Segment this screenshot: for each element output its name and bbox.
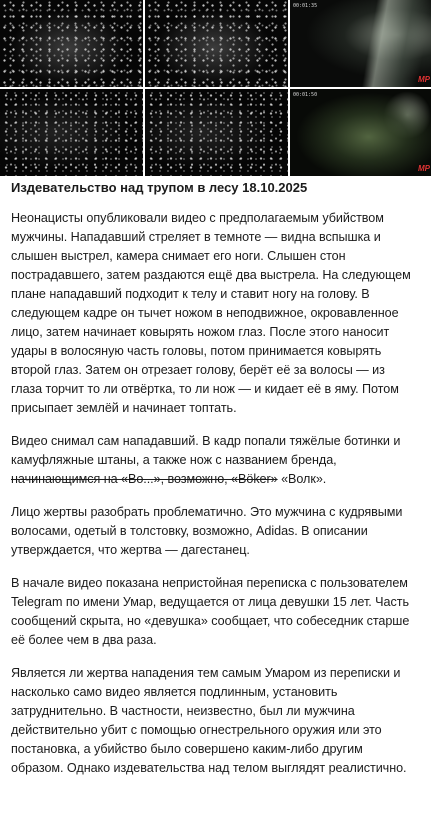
paragraph-1: Неонацисты опубликовали видео с предполагаемым убийством мужчины. Нападавший стреляет в темноте — видна вспышка и слышен выстрел, камера снимает его ноги. Слышен стон пострадавшего, затем раздаются ещё два выстрела. На следующем плане нападавший подходит к телу и ставит ногу на голову. В следующем кадре он тычет ножом в неподвижное, окровавленное лицо, затем начинает ковырять ножом глаз. После этого наносит удары в волосяную часть головы, потом принимается ковырять второй глаз. Затем он отрезает голову, берёт её за волосы — из глаза торчит то ли отвёртка, то ли нож — и кидает её в яму. Потом присыпает землёй и начинает топтать. [11, 211, 411, 415]
video-thumbnail[interactable] [290, 0, 431, 87]
video-thumbnail[interactable] [290, 89, 431, 176]
paragraph-2 [11, 432, 418, 489]
video-timestamp: 00:01:35 [293, 3, 318, 9]
video-thumbnail[interactable] [0, 0, 143, 87]
thumbnail-image [0, 89, 143, 176]
video-thumbnail[interactable] [0, 89, 143, 176]
media-grid [0, 0, 431, 176]
paragraph-2-end: «Волк». [277, 472, 327, 486]
post-text [0, 176, 431, 778]
thumbnail-image [0, 0, 143, 87]
paragraph-3: Лицо жертвы разобрать проблематично. Это мужчина с кудрявыми волосами, одетый в толстовку, возможно, Adidas. В описании утверждается, что жертва — дагестанец. [11, 505, 403, 557]
paragraph-2-start: Видео снимал сам нападавший. В кадр попали тяжёлые ботинки и камуфляжные штаны, а также нож с названием бренда, [11, 434, 401, 467]
video-timestamp: 00:01:50 [293, 92, 318, 98]
video-thumbnail[interactable] [145, 89, 288, 176]
post-title: Издевательство над трупом в лесу 18.10.2025 [11, 180, 308, 195]
thumbnail-image [290, 0, 431, 87]
thumbnail-image [290, 89, 431, 176]
strikethrough-text: начинающимся на «Во...», возможно, «Böker» [11, 472, 278, 486]
watermark-logo: MP [418, 75, 430, 84]
thumbnail-image [145, 89, 288, 176]
watermark-logo: MP [418, 164, 430, 173]
thumbnail-image [145, 0, 288, 87]
video-thumbnail[interactable] [145, 0, 288, 87]
paragraph-5: Является ли жертва нападения тем самым Умаром из переписки и насколько само видео является подлинным, установить затруднительно. В частности, неизвестно, был ли мужчина действительно убит с помощью огнестрельного оружия или это постановка, а убийство было совершено каким-либо другим образом. Однако издевательства над телом выглядят реалистично. [11, 666, 407, 775]
paragraph-4: В начале видео показана непристойная переписка с пользователем Telegram по имени Умар, ведущается от лица девушки 15 лет. Часть сообщений скрыта, но «девушка» сообщает, что собеседник старше её более чем в два раза. [11, 576, 410, 647]
